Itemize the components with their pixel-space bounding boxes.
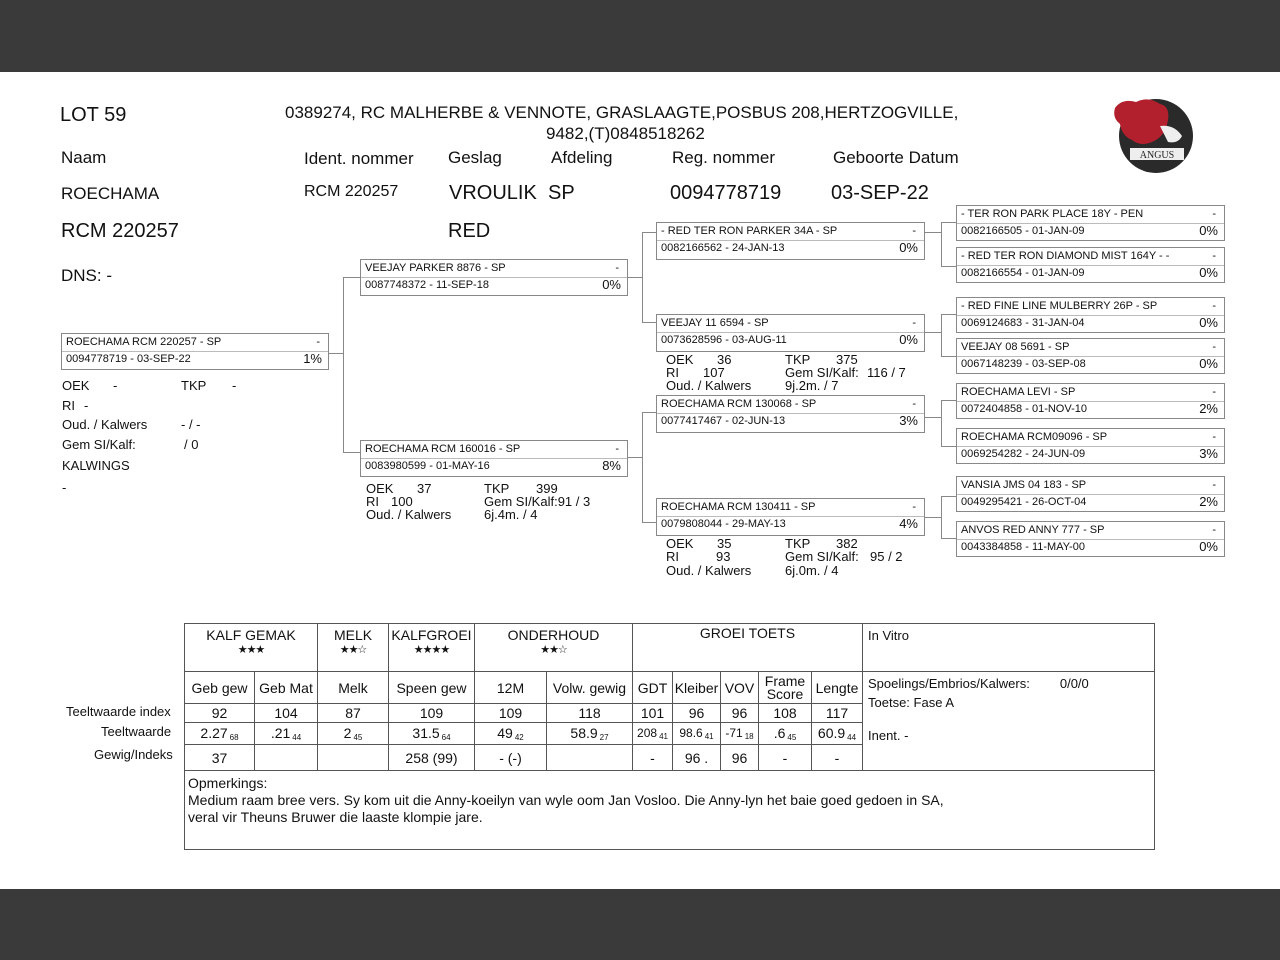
col-vov: VOV [721,672,759,704]
dam-box: ROECHAMA RCM 160016 - SP - 0083980599 - 01-MAY-16 8% [360,440,628,477]
kalwings-label: KALWINGS [62,458,130,473]
ggp-box-3: - RED FINE LINE MULBERRY 26P - SP - 0069124683 - 31-JAN-04 0% [956,297,1225,333]
index-row: 92 104 87 109 109 118 101 96 96 108 117 [185,704,1155,723]
sire-sire-box: - RED TER RON PARKER 34A - SP - 0082166562 - 24-JAN-13 0% [656,222,925,260]
animal-ident: RCM 220257 [304,183,399,200]
group-kalfgroei: KALFGROEI ★★★★ [389,624,475,672]
ggp-box-6: ROECHAMA RCM09096 - SP - 0069254282 - 24-JUN-09 3% [956,428,1225,464]
animal-id-2: RCM 220257 [61,220,179,242]
group-groei-toets: GROEI TOETS [633,624,863,672]
animal-afdeling: SP [548,182,575,204]
subject-box: ROECHAMA RCM 220257 - SP - 0094778719 - 03-SEP-22 1% [61,333,329,370]
col-volw-gewig: Volw. gewig [547,672,633,704]
col-kleiber: Kleiber [673,672,721,704]
sire-box: VEEJAY PARKER 8876 - SP - 0087748372 - 11-SEP-18 0% [360,259,628,296]
group-onderhoud: ONDERHOUD ★★☆ [475,624,633,672]
header-ident: Ident. nommer [304,149,414,168]
dns: DNS: - [61,266,112,285]
col-geb-mat: Geb Mat [255,672,318,704]
col-frame-score: Frame Score [759,672,812,704]
group-melk: MELK ★★☆ [318,624,389,672]
svg-text:ANGUS: ANGUS [1139,150,1175,161]
opmerkings: Opmerkings: Medium raam bree vers. Sy kom uit die Anny-koeilyn van wyle oom Jan Vosloo. Die Anny-lyn het baie goed gedoen in SA, veral vir Theuns Bruwer die laaste klompie jare. [185,771,1155,850]
row-label-gewig: Gewig/Indeks [94,747,173,762]
dam-dam-box: ROECHAMA RCM 130411 - SP - 0079808044 - 29-MAY-13 4% [656,498,925,536]
ggp-box-2: - RED TER RON DIAMOND MIST 164Y - - - 0082166554 - 01-JAN-09 0% [956,247,1225,283]
lot-number: LOT 59 [60,104,127,126]
col-speen-gew: Speen gew [389,672,475,704]
in-vitro: In Vitro [863,624,1155,672]
ggp-box-1: - TER RON PARK PLACE 18Y - PEN - 0082166505 - 01-JAN-09 0% [956,205,1225,241]
gewig-row: 37 258 (99) - (-) - 96 . 96 - - [185,745,1155,771]
animal-reg: 0094778719 [670,182,782,204]
animal-name: ROECHAMA [61,184,160,203]
col-melk: Melk [318,672,389,704]
header-geboorte: Geboorte Datum [833,148,959,167]
col-geb-gew: Geb gew [185,672,255,704]
owner-line-2: 9482,(T)0848518262 [546,124,705,143]
ggp-box-7: VANSIA JMS 04 183 - SP - 0049295421 - 26-OCT-04 2% [956,476,1225,512]
col-12m: 12M [475,672,547,704]
row-label-tw: Teeltwaarde [101,724,172,739]
animal-color: RED [448,220,491,242]
pedigree-sheet: LOT 59 0389274, RC MALHERBE & VENNOTE, GRASLAAGTE,POSBUS 208,HERTZOGVILLE, 9482,(T)0848518262 ANGUS Naam Ident. nommer Geslag Afdeling Reg. nommer Geboorte Datum ROECHAMA RCM 220257 VROULIK SP 0094778719 03-SEP-22 RCM 220257 RED DNS: - ROECHAMA RCM 220257 - SP - 0094778719 - 03-SEP-22 1% OEK - TKP - RI - Oud. / Kalwers - / - Gem SI/Kalf: / 0 KALWINGS - VEEJAY PARKER 8876 - SP - 0087748372 - 11-SEP-18 0% ROECHAMA RCM 160016 - SP - 0083980599 - 01-MAY-16 8% OEK 37 TKP 399 RI 100 Gem SI/Kalf:91 / 3 Oud. / Kalwers 6j.4m. / 4 - RED TER RON PARKER 34A - SP - 0082166562 - 24-JAN-13 0% VEEJAY 11 6594 - SP - 0073628596 - 03-AUG-11 0% OEK 36 TKP 375 RI 107 Gem SI/Kalf: 116 / 7 Oud. / Kalwers 9j.2m. / 7 ROECHAMA RCM 130068 - SP - 0077417467 - 02-JUN-13 3% ROECHAMA RCM 130411 - SP - 0079808044 - 29-MAY-13 4% OEK 35 TKP 382 RI 93 Gem SI/Kalf: 95 / 2 Oud. / Kalwers 6j.0m. / 4 - TER RON PARK PLACE 18Y - PEN - 0082166505 - 01-JAN-09 0% - RED TER RON DIAMOND MIST 164Y - - - 0082166554 - 01-JAN-09 0% - RED FINE LINE MULBERRY 26P - SP - 0069124683 - 31-JAN-04 0% VEEJAY 08 5691 - SP - 0067148239 - 03-SEP-08 0% ROECHAMA LEVI - SP - 0072404858 - 01-NOV-10 2% ROECHAMA RCM09096 - SP - 0069254282 - 24-JUN-09 3% VANSIA JMS 04 183 - SP - 0049295421 - 26-OCT-04 2% ANVOS RED ANNY 777 - SP - 0043384858 - 11-MAY-00 0% Teeltwaarde index Teeltwaarde Gewig/Indeks KALF GEMAK ★★★ MELK ★★☆ KALFGROEI ★★★★ ONDERHOUD ★★☆ GROEI TOETS In Vitro Geb gew Geb Mat Melk Speen gew 12M Volw. gewig GDT Kleiber VOV Frame Score Lengte Spoelings/Embrios/Kalwers: 0/0/0 Toetse: Fase A Inent. - 92 104 87 109 109 118 101 96 96 108 117 2.27 $_{68}$ .21 $_{44}$ 2 $_{45}$ 31.5 $_{64}$ 49 $_{42}$ 58.9 $_{27}$ 208 $_{41}$ 98.6 $_{41}$ -71 $_{18}$ .6 $_{45}$ 60.9 $_{44}$ 37 258 (99) - (-) - 96 . 96 - - Opmerkings: Medium raam bree vers. Sy kom uit die Anny-koeilyn van wyle oom Jan Vosloo. Die Anny-lyn het baie goed gedoen in SA, veral vir Theuns Bruwer die laaste klompie jare. [0,72,1280,889]
group-kalf-gemak: KALF GEMAK ★★★ [185,624,318,672]
col-lengte: Lengte [812,672,863,704]
notes-cell: Spoelings/Embrios/Kalwers: 0/0/0 Toetse: Fase A Inent. - [863,672,1155,771]
ggp-box-8: ANVOS RED ANNY 777 - SP - 0043384858 - 11-MAY-00 0% [956,521,1225,557]
angus-bull-logo-icon [1112,96,1194,174]
dam-sire-box: ROECHAMA RCM 130068 - SP - 0077417467 - 02-JUN-13 3% [656,395,925,433]
header-naam: Naam [61,148,107,167]
animal-geslag: VROULIK [449,182,537,204]
owner-line-1: 0389274, RC MALHERBE & VENNOTE, GRASLAAGTE,POSBUS 208,HERTZOGVILLE, [285,103,959,122]
header-geslag: Geslag [448,148,502,167]
sire-dam-box: VEEJAY 11 6594 - SP - 0073628596 - 03-AUG-11 0% [656,314,925,352]
header-afdeling: Afdeling [551,148,613,167]
animal-dob: 03-SEP-22 [831,182,929,204]
ggp-box-5: ROECHAMA LEVI - SP - 0072404858 - 01-NOV-10 2% [956,383,1225,419]
ggp-box-4: VEEJAY 08 5691 - SP - 0067148239 - 03-SEP-08 0% [956,338,1225,374]
col-gdt: GDT [633,672,673,704]
row-label-index: Teeltwaarde index [66,704,171,719]
breeding-values-table [184,623,1155,850]
header-reg: Reg. nommer [672,148,775,167]
tw-row: 2.27 $_{68}$ .21 $_{44}$ 2 $_{45}$ 31.5 $_{64}$ 49 $_{42}$ 58.9 $_{27}$ 208 $_{41}$ 98.6 $_{41}$ -71 $_{18}$ .6 $_{45}$ 60.9 $_{44}$ [185,723,1155,745]
